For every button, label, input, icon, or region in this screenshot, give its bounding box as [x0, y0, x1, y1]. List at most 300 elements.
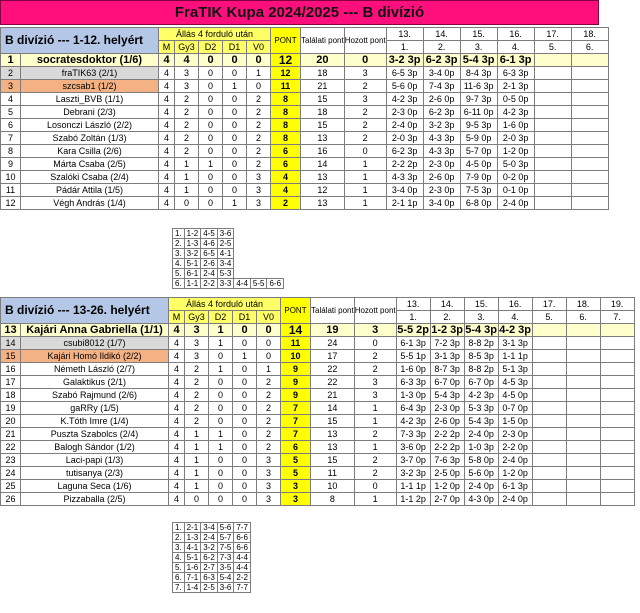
pairing-match: 5-1 — [184, 553, 201, 563]
draw2-cell: 0 — [199, 119, 223, 132]
rank-cell: 24 — [1, 467, 21, 480]
pairing-round: 2. — [173, 239, 185, 249]
loss-cell: 0 — [257, 337, 281, 350]
result-cell: 2-3 0p — [386, 106, 423, 119]
hit-points-cell: 19 — [311, 324, 355, 337]
result-cell — [532, 415, 566, 428]
loss-cell: 0 — [247, 80, 271, 93]
result-cell: 4-2 3p — [499, 323, 532, 336]
pairing-match: 5-1 — [184, 259, 201, 269]
result-cell: 0-2 0p — [497, 171, 534, 184]
hit-points-cell: 14 — [301, 158, 345, 171]
hit-points-cell: 18 — [301, 106, 345, 119]
result-cell: 7-5 3p — [460, 184, 497, 197]
carried-points-cell: 2 — [354, 428, 396, 441]
result-cell: 4-5 0p — [498, 389, 532, 402]
round-sub-number: 3. — [464, 311, 498, 324]
draw1-cell: 0 — [233, 441, 257, 454]
points-cell: 9 — [281, 376, 311, 389]
win-cell: 1 — [185, 454, 209, 467]
result-cell — [566, 402, 600, 415]
hozott-header: Hozott pont — [354, 298, 396, 324]
matches-cell: 4 — [159, 197, 175, 210]
table-row — [1, 54, 609, 67]
result-cell: 7-4 3p — [423, 80, 460, 93]
allas-header: Állás 4 forduló után — [159, 28, 271, 41]
matches-cell: 4 — [169, 324, 185, 337]
result-cell — [600, 441, 634, 454]
draw1-cell: 0 — [223, 106, 247, 119]
rank-cell: 22 — [1, 441, 21, 454]
result-cell: 4-5 0p — [460, 158, 497, 171]
pairing-row — [173, 269, 284, 279]
result-cell: 2-6 0p — [430, 415, 464, 428]
pairing-row — [173, 543, 251, 553]
pairing-round: 3. — [173, 249, 185, 259]
result-cell: 5-1 3p — [498, 363, 532, 376]
carried-points-cell: 1 — [354, 493, 396, 506]
result-cell — [566, 350, 600, 363]
result-cell — [534, 106, 571, 119]
result-cell: 1-2 0p — [498, 467, 532, 480]
draw1-cell: 1 — [223, 197, 247, 210]
result-cell: 6-3 3p — [396, 376, 430, 389]
carried-points-cell: 0 — [344, 54, 386, 67]
round-sub-number: 7. — [600, 311, 634, 324]
draw1-cell: 0 — [233, 324, 257, 337]
result-cell: 7-9 0p — [460, 171, 497, 184]
player-name: Balogh Sándor (1/2) — [21, 441, 169, 454]
result-cell: 8-7 3p — [430, 363, 464, 376]
table-row — [1, 93, 609, 106]
result-cell: 4-5 3p — [498, 376, 532, 389]
draw1-cell: 0 — [223, 54, 247, 67]
result-cell: 2-6 0p — [423, 93, 460, 106]
result-cell — [600, 402, 634, 415]
result-cell — [532, 441, 566, 454]
pairing-match: 7-1 — [184, 573, 201, 583]
points-cell: 8 — [271, 93, 301, 106]
draw1-cell: 0 — [233, 402, 257, 415]
pairing-round: 5. — [173, 269, 185, 279]
loss-cell: 3 — [257, 454, 281, 467]
round-number: 18. — [566, 298, 600, 311]
standings-table-13-26 — [0, 297, 635, 506]
matches-cell: 4 — [169, 402, 185, 415]
points-cell: 3 — [281, 493, 311, 506]
pairing-match: 4-1 — [184, 543, 201, 553]
table-row — [1, 428, 635, 441]
draw2-cell: 1 — [199, 158, 223, 171]
result-cell — [600, 428, 634, 441]
carried-points-cell: 2 — [354, 350, 396, 363]
pairing-match: 5-5 — [250, 279, 267, 289]
player-name: Kajári Anna Gabriella (1/1) — [21, 324, 169, 337]
points-cell: 7 — [281, 415, 311, 428]
result-cell: 6-2 3p — [423, 106, 460, 119]
draw2-cell: 0 — [209, 376, 233, 389]
carried-points-cell: 3 — [354, 389, 396, 402]
carried-points-cell: 2 — [344, 132, 386, 145]
result-cell — [566, 389, 600, 402]
result-cell: 6-2 3p — [386, 145, 423, 158]
points-cell: 12 — [271, 54, 301, 67]
points-cell: 5 — [281, 467, 311, 480]
result-cell: 6-7 0p — [464, 376, 498, 389]
talalati-header: Találati pont — [311, 298, 355, 324]
loss-cell: 2 — [247, 106, 271, 119]
rank-cell: 6 — [1, 119, 21, 132]
win-cell: 3 — [185, 350, 209, 363]
rank-cell: 18 — [1, 389, 21, 402]
hit-points-cell: 21 — [311, 389, 355, 402]
draw1-cell: 0 — [223, 171, 247, 184]
pairing-row — [173, 573, 251, 583]
result-cell — [566, 324, 600, 337]
standings-table-1-12 — [0, 27, 609, 210]
result-cell: 2-6 0p — [423, 171, 460, 184]
result-cell — [571, 106, 608, 119]
points-cell: 8 — [271, 132, 301, 145]
loss-cell: 1 — [257, 363, 281, 376]
table-row — [1, 119, 609, 132]
result-cell: 2-0 3p — [497, 132, 534, 145]
win-cell: 0 — [175, 197, 199, 210]
points-cell: 7 — [281, 428, 311, 441]
pairing-row — [173, 259, 284, 269]
stat-col-header: M — [169, 311, 185, 324]
hit-points-cell: 15 — [311, 454, 355, 467]
pairing-round: 3. — [173, 543, 185, 553]
pairing-round: 2. — [173, 533, 185, 543]
rank-cell: 2 — [1, 67, 21, 80]
result-cell: 1-2 3p — [431, 323, 464, 336]
result-cell: 1-2 0p — [497, 145, 534, 158]
pairing-match: 3-6 — [217, 229, 234, 239]
points-cell: 4 — [271, 171, 301, 184]
round-number: 14. — [423, 28, 460, 41]
result-cell: 4-2 3p — [497, 106, 534, 119]
player-name: Puszta Szabolcs (2/4) — [21, 428, 169, 441]
table-row — [1, 402, 635, 415]
stat-col-header: V0 — [247, 41, 271, 54]
loss-cell: 3 — [247, 171, 271, 184]
pairing-row — [173, 563, 251, 573]
carried-points-cell: 2 — [344, 106, 386, 119]
result-cell — [532, 324, 566, 337]
pairing-match: 3-2 — [184, 249, 201, 259]
draw1-cell: 0 — [233, 337, 257, 350]
table-row — [1, 184, 609, 197]
rank-cell: 1 — [1, 54, 21, 67]
loss-cell: 0 — [247, 54, 271, 67]
draw2-cell: 1 — [209, 363, 233, 376]
hit-points-cell: 13 — [301, 132, 345, 145]
table-row — [1, 158, 609, 171]
win-cell: 1 — [175, 184, 199, 197]
result-cell: 1-6 0p — [396, 363, 430, 376]
round-number: 14. — [430, 298, 464, 311]
table-row — [1, 454, 635, 467]
result-cell — [600, 454, 634, 467]
result-cell: 5-4 3p — [430, 389, 464, 402]
result-cell — [571, 67, 608, 80]
round-sub-number: 2. — [423, 41, 460, 54]
pairing-row — [173, 523, 251, 533]
player-name: fraTIK63 (2/1) — [21, 67, 159, 80]
result-cell: 2-1 1p — [386, 197, 423, 210]
draw2-cell: 1 — [209, 428, 233, 441]
pairing-match: 5-7 — [217, 533, 234, 543]
table-row — [1, 493, 635, 506]
hit-points-cell: 22 — [311, 376, 355, 389]
matches-cell: 4 — [159, 119, 175, 132]
win-cell: 2 — [185, 415, 209, 428]
player-name: Kara Csilla (2/6) — [21, 145, 159, 158]
pairing-match: 2-1 — [184, 523, 201, 533]
table-row — [1, 467, 635, 480]
rank-cell: 8 — [1, 145, 21, 158]
result-cell — [571, 80, 608, 93]
win-cell: 3 — [185, 324, 209, 337]
result-cell: 6-7 0p — [430, 376, 464, 389]
carried-points-cell: 1 — [354, 402, 396, 415]
result-cell: 1-2 0p — [430, 480, 464, 493]
round-sub-number: 5. — [532, 311, 566, 324]
pairing-match: 5-3 — [217, 269, 234, 279]
player-name: tutisanya (2/3) — [21, 467, 169, 480]
matches-cell: 4 — [159, 145, 175, 158]
pairing-match: 2-4 — [201, 533, 218, 543]
rank-cell: 14 — [1, 337, 21, 350]
matches-cell: 4 — [169, 337, 185, 350]
pairing-match: 3-2 — [201, 543, 218, 553]
round-number: 13. — [396, 298, 430, 311]
player-name: Debrani (2/3) — [21, 106, 159, 119]
matches-cell: 4 — [159, 158, 175, 171]
table-row — [1, 415, 635, 428]
win-cell: 2 — [185, 389, 209, 402]
pairing-match: 4-6 — [201, 239, 218, 249]
pairing-table-13-26 — [172, 522, 251, 593]
pairing-match: 3-4 — [217, 259, 234, 269]
matches-cell: 4 — [169, 363, 185, 376]
stat-col-header: Gy3 — [175, 41, 199, 54]
table-row — [1, 106, 609, 119]
draw2-cell: 0 — [209, 415, 233, 428]
hit-points-cell: 15 — [301, 93, 345, 106]
loss-cell: 2 — [257, 402, 281, 415]
pairing-round: 6. — [173, 279, 185, 289]
hit-points-cell: 13 — [301, 197, 345, 210]
result-cell: 3-7 0p — [396, 454, 430, 467]
result-cell: 6-4 3p — [396, 402, 430, 415]
draw2-cell: 0 — [199, 184, 223, 197]
section-title: B divízió --- 1-12. helyért — [1, 28, 159, 54]
rank-cell: 13 — [1, 324, 21, 337]
result-cell — [600, 363, 634, 376]
win-cell: 1 — [175, 171, 199, 184]
hit-points-cell: 17 — [311, 350, 355, 363]
rank-cell: 9 — [1, 158, 21, 171]
pairing-match: 6-5 — [201, 249, 218, 259]
carried-points-cell: 1 — [354, 415, 396, 428]
win-cell: 3 — [185, 337, 209, 350]
result-cell — [600, 324, 634, 337]
rank-cell: 26 — [1, 493, 21, 506]
points-cell: 9 — [281, 389, 311, 402]
pairing-round: 5. — [173, 563, 185, 573]
round-number: 19. — [600, 298, 634, 311]
win-cell: 2 — [175, 145, 199, 158]
result-cell: 2-5 0p — [430, 467, 464, 480]
matches-cell: 4 — [159, 106, 175, 119]
table-row — [1, 145, 609, 158]
rank-cell: 23 — [1, 454, 21, 467]
pairing-match: 4-4 — [234, 553, 251, 563]
loss-cell: 2 — [247, 119, 271, 132]
win-cell: 3 — [175, 80, 199, 93]
draw1-cell: 0 — [233, 480, 257, 493]
player-name: Szabó Rajmund (2/6) — [21, 389, 169, 402]
result-cell — [566, 493, 600, 506]
result-cell: 5-5 1p — [396, 350, 430, 363]
player-name: K.Tóth Imre (1/4) — [21, 415, 169, 428]
draw1-cell: 0 — [233, 389, 257, 402]
carried-points-cell: 1 — [344, 158, 386, 171]
result-cell: 2-7 0p — [430, 493, 464, 506]
result-cell — [566, 337, 600, 350]
result-cell: 1-1 1p — [396, 480, 430, 493]
draw1-cell: 0 — [223, 93, 247, 106]
pairing-match: 4-5 — [201, 229, 218, 239]
player-name: Márta Csaba (2/5) — [21, 158, 159, 171]
rank-cell: 20 — [1, 415, 21, 428]
draw1-cell: 0 — [233, 376, 257, 389]
page-title: FraTIK Kupa 2024/2025 --- B divízió — [0, 0, 599, 25]
header-row — [1, 28, 609, 41]
player-name: Pizzaballa (2/5) — [21, 493, 169, 506]
result-cell: 1-0 3p — [464, 441, 498, 454]
result-cell — [600, 480, 634, 493]
pairing-row — [173, 239, 284, 249]
loss-cell: 3 — [247, 197, 271, 210]
round-sub-number: 1. — [396, 311, 430, 324]
carried-points-cell: 0 — [354, 480, 396, 493]
loss-cell: 2 — [247, 132, 271, 145]
pairing-row — [173, 533, 251, 543]
player-name: Laguna Seca (1/6) — [21, 480, 169, 493]
player-name: Losonczi László (2/2) — [21, 119, 159, 132]
pairing-round: 1. — [173, 523, 185, 533]
result-cell: 8-8 2p — [464, 337, 498, 350]
pairing-match: 1-3 — [184, 239, 201, 249]
result-cell — [600, 337, 634, 350]
result-cell — [534, 119, 571, 132]
carried-points-cell: 3 — [344, 67, 386, 80]
stat-col-header: D1 — [223, 41, 247, 54]
hit-points-cell: 11 — [311, 467, 355, 480]
player-name: Szalóki Csaba (2/4) — [21, 171, 159, 184]
hozott-header: Hozott pont — [344, 28, 386, 54]
carried-points-cell: 1 — [354, 441, 396, 454]
result-cell: 8-5 3p — [464, 350, 498, 363]
result-cell: 7-2 3p — [430, 337, 464, 350]
round-sub-number: 6. — [571, 41, 608, 54]
result-cell: 2-2 2p — [430, 428, 464, 441]
points-cell: 6 — [271, 158, 301, 171]
result-cell — [534, 54, 571, 67]
result-cell — [534, 197, 571, 210]
result-cell — [600, 493, 634, 506]
result-cell: 2-2 2p — [430, 441, 464, 454]
result-cell: 11-6 3p — [460, 80, 497, 93]
rank-cell: 19 — [1, 402, 21, 415]
draw2-cell: 0 — [209, 480, 233, 493]
table-row — [1, 324, 635, 337]
pairing-table-1-12 — [172, 228, 284, 289]
pairing-match: 7-7 — [234, 523, 251, 533]
round-sub-number: 4. — [497, 41, 534, 54]
table-row — [1, 441, 635, 454]
result-cell: 2-3 0p — [423, 158, 460, 171]
result-cell — [571, 171, 608, 184]
loss-cell: 3 — [257, 467, 281, 480]
draw2-cell: 0 — [209, 454, 233, 467]
player-name: gaRRy (1/5) — [21, 402, 169, 415]
pairing-match: 3-6 — [217, 583, 234, 593]
matches-cell: 4 — [169, 350, 185, 363]
draw1-cell: 0 — [233, 363, 257, 376]
hit-points-cell: 22 — [311, 363, 355, 376]
result-cell: 0-7 0p — [498, 402, 532, 415]
pairing-match: 2-7 — [201, 563, 218, 573]
result-cell: 0-5 0p — [497, 93, 534, 106]
pairing-match: 7-7 — [234, 583, 251, 593]
result-cell: 2-4 0p — [386, 119, 423, 132]
points-cell: 11 — [281, 337, 311, 350]
draw2-cell: 0 — [209, 350, 233, 363]
result-cell: 2-0 3p — [386, 132, 423, 145]
points-cell: 14 — [281, 324, 311, 337]
draw2-cell: 0 — [199, 80, 223, 93]
round-number: 17. — [534, 28, 571, 41]
result-cell — [571, 54, 608, 67]
stat-col-header: V0 — [257, 311, 281, 324]
pairing-match: 1-4 — [184, 583, 201, 593]
table-row — [1, 376, 635, 389]
pont-header: PONT — [281, 298, 311, 324]
pont-header: PONT — [271, 28, 301, 54]
result-cell — [534, 145, 571, 158]
result-cell: 6-1 3p — [396, 337, 430, 350]
pairing-match: 2-6 — [201, 259, 218, 269]
round-sub-number: 4. — [498, 311, 532, 324]
result-cell — [600, 376, 634, 389]
hit-points-cell: 13 — [301, 171, 345, 184]
hit-points-cell: 20 — [301, 54, 345, 67]
win-cell: 1 — [185, 480, 209, 493]
carried-points-cell: 3 — [354, 376, 396, 389]
loss-cell: 2 — [257, 415, 281, 428]
rank-cell: 17 — [1, 376, 21, 389]
rank-cell: 21 — [1, 428, 21, 441]
draw1-cell: 0 — [223, 145, 247, 158]
section-title: B divízió --- 13-26. helyért — [1, 298, 169, 324]
player-name: Kajári Homó Ildikó (2/2) — [21, 350, 169, 363]
result-cell: 2-4 0p — [498, 493, 532, 506]
rank-cell: 16 — [1, 363, 21, 376]
